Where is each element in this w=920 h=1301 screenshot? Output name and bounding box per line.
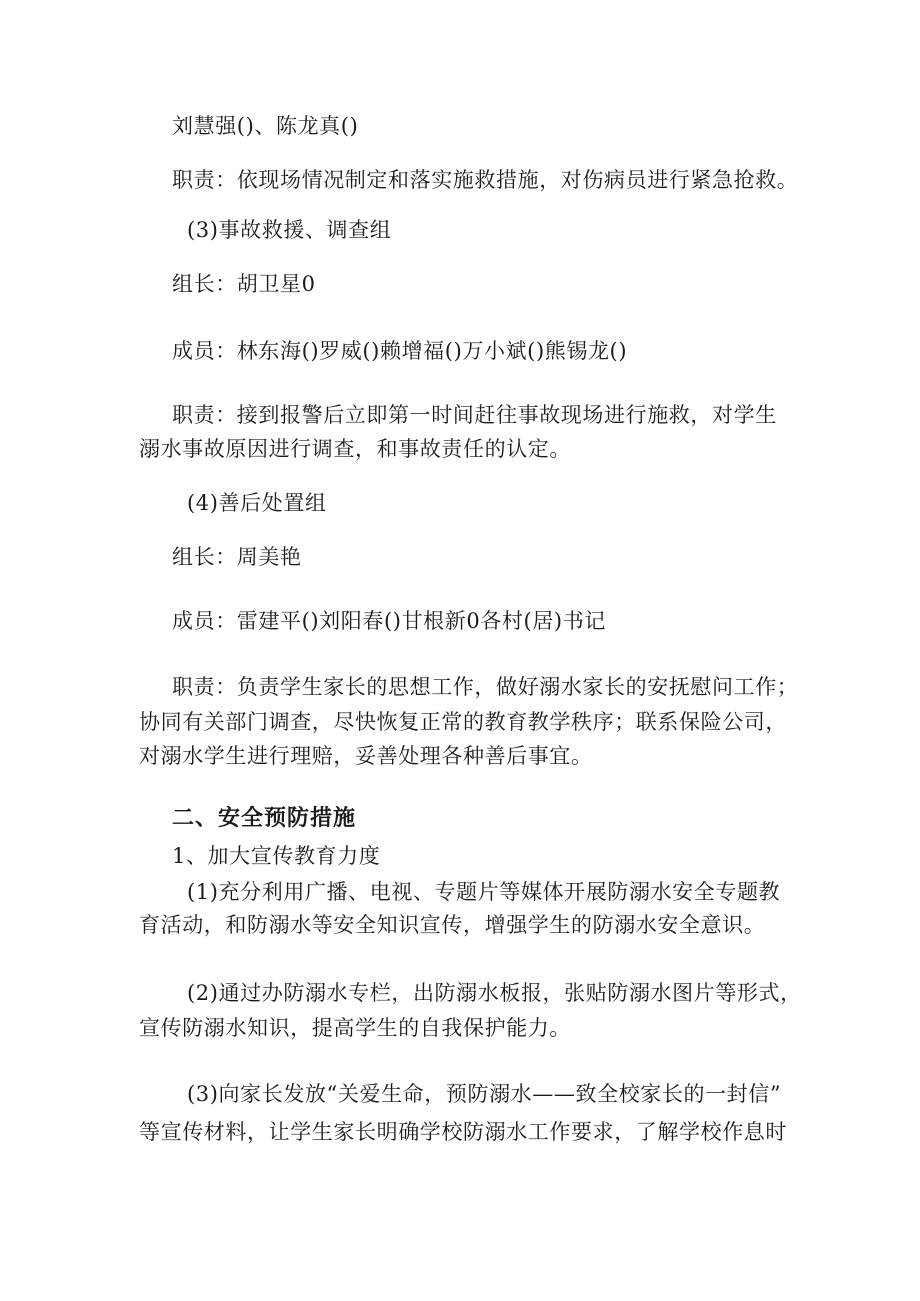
subsection-heading: 1、加大宣传教育力度 (172, 844, 381, 868)
paragraph-line-continued: 育活动，和防溺水等安全知识宣传，增强学生的防溺水安全意识。 (139, 913, 766, 937)
duty-line: 职责：接到报警后立即第一时间赶往事故现场进行施救，对学生 (172, 403, 777, 427)
paragraph-line-continued: 等宣传材料，让学生家长明确学校防溺水工作要求，了解学校作息时 (139, 1120, 787, 1144)
paragraph-line: (1)充分利用广播、电视、专题片等媒体开展防溺水安全专题教 (187, 880, 781, 904)
duty-line-continued: 对溺水学生进行理赔，妥善处理各种善后事宜。 (139, 744, 593, 768)
leader-line: 组长：胡卫星0 (172, 272, 316, 296)
duty-line-continued: 溺水事故原因进行调查，和事故责任的认定。 (139, 437, 571, 461)
section-heading: 二、安全预防措施 (172, 806, 357, 831)
members-line: 成员：雷建平()刘阳春()甘根新0各村(居)书记 (172, 609, 606, 633)
leader-line: 组长：周美艳 (172, 545, 302, 569)
duty-line: 职责：依现场情况制定和落实施救措施，对伤病员进行紧急抢救。 (172, 168, 799, 192)
duty-line: 职责：负责学生家长的思想工作，做好溺水家长的安抚慰问工作； (172, 675, 799, 699)
duty-line-continued: 协同有关部门调查，尽快恢复正常的教育教学秩序；联系保险公司， (139, 710, 787, 734)
members-line: 成员：林东海()罗威()赖增福()万小斌()熊锡龙() (172, 339, 628, 363)
paragraph-line: (2)通过办防溺水专栏，出防溺水板报，张贴防溺水图片等形式， (187, 981, 802, 1005)
paragraph-line-continued: 宣传防溺水知识，提高学生的自我保护能力。 (139, 1016, 571, 1040)
group-heading-aftermath: (4)善后处置组 (187, 491, 327, 515)
paragraph-line: (3)向家长发放“关爱生命，预防溺水——致全校家长的一封信” (187, 1082, 782, 1106)
group-heading-rescue: (3)事故救援、调查组 (187, 218, 392, 242)
member-line: 刘慧强()、陈龙真() (172, 114, 359, 138)
